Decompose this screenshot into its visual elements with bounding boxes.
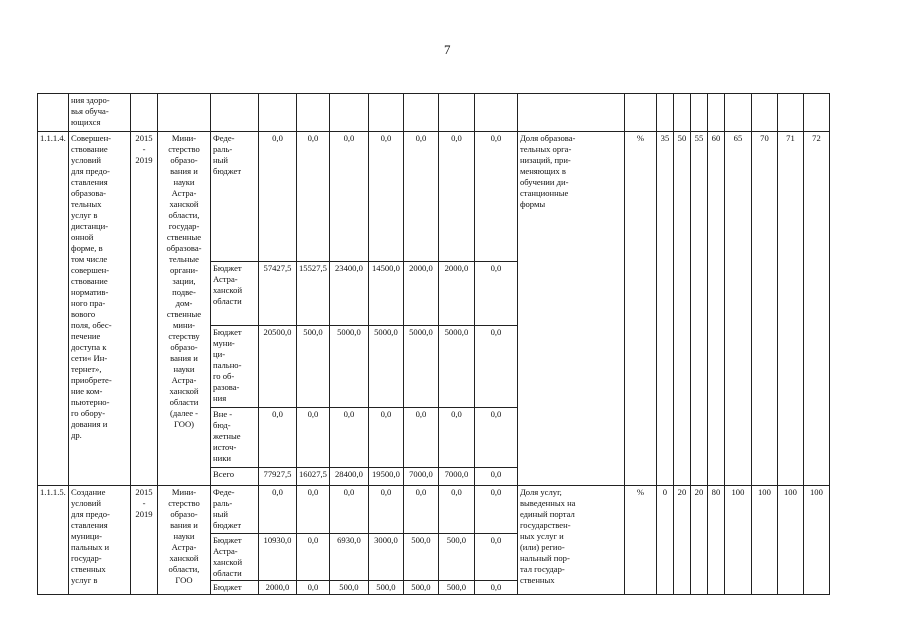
target-value: 20 [673,486,690,595]
empty-cell [690,94,707,132]
empty-cell [158,94,211,132]
empty-cell [673,94,690,132]
funding-source: Всего [211,468,259,486]
funding-value: 19500,0 [368,468,403,486]
table-row [38,94,830,132]
item-years: 2015 - 2019 [131,486,158,595]
indicator-name: Доля образова- тельных орга- низаций, при- меняющих в обучении ди- станционные формы [517,132,624,486]
indicator-name: Доля услуг, выведенных на единый портал государствен- ных услуг и (или) регио- нальный пор- тал государ- ственных [517,486,624,595]
funding-value: 0,0 [259,408,297,468]
empty-cell [803,94,829,132]
empty-cell [624,94,656,132]
funding-value: 0,0 [403,132,438,262]
funding-source: Бюджет [211,581,259,595]
target-value: 60 [707,132,724,486]
empty-cell [368,94,403,132]
target-value: 80 [707,486,724,595]
funding-source: Бюджет Астра- ханской области [211,534,259,581]
funding-value: 15527,5 [297,262,330,326]
funding-value: 500,0 [297,326,330,408]
indicator-unit: % [624,132,656,486]
funding-value: 0,0 [368,408,403,468]
funding-value: 0,0 [329,132,368,262]
empty-cell [297,94,330,132]
funding-value: 0,0 [297,534,330,581]
funding-value: 0,0 [329,486,368,534]
item-id [38,94,69,132]
item-id: 1.1.1.4. [38,132,69,486]
target-value: 70 [751,132,777,486]
funding-value: 2000,0 [403,262,438,326]
empty-cell [517,94,624,132]
funding-source: Вне - бюд- жетные источ- ники [211,408,259,468]
funding-value: 0,0 [259,486,297,534]
funding-value: 500,0 [438,534,474,581]
target-value: 100 [751,486,777,595]
funding-value: 0,0 [297,581,330,595]
funding-value: 500,0 [403,581,438,595]
target-value: 50 [673,132,690,486]
funding-value: 0,0 [403,408,438,468]
funding-value: 0,0 [297,408,330,468]
empty-cell [438,94,474,132]
funding-value: 2000,0 [438,262,474,326]
funding-value: 0,0 [368,132,403,262]
empty-cell [474,94,517,132]
target-value: 20 [690,486,707,595]
target-value: 55 [690,132,707,486]
funding-value: 77927,5 [259,468,297,486]
funding-value: 5000,0 [329,326,368,408]
item-executor: Мини- стерство образо- вания и науки Астра- ханской области, ГОО [158,486,211,595]
funding-value: 0,0 [474,581,517,595]
target-value: 100 [724,486,751,595]
item-executor: Мини- стерство образо- вания и науки Астра- ханской области, государ- ственные образова- тельные органи- зации, подве- дом- ственные мини- стерству образо- вания и науки Астра- ханской области (далее - ГОО) [158,132,211,486]
empty-cell [131,94,158,132]
funding-value: 500,0 [368,581,403,595]
empty-cell [751,94,777,132]
empty-cell [329,94,368,132]
funding-value: 0,0 [474,132,517,262]
funding-value: 0,0 [474,262,517,326]
funding-source: Феде- раль- ный бюджет [211,132,259,262]
funding-value: 0,0 [474,486,517,534]
funding-value: 3000,0 [368,534,403,581]
funding-value: 7000,0 [438,468,474,486]
funding-value: 0,0 [474,534,517,581]
funding-value: 28400,0 [329,468,368,486]
empty-cell [707,94,724,132]
funding-value: 14500,0 [368,262,403,326]
funding-value: 0,0 [438,486,474,534]
funding-value: 500,0 [438,581,474,595]
target-value: 65 [724,132,751,486]
funding-value: 6930,0 [329,534,368,581]
funding-value: 10930,0 [259,534,297,581]
empty-cell [403,94,438,132]
funding-value: 0,0 [329,408,368,468]
empty-cell [211,94,259,132]
funding-value: 0,0 [438,408,474,468]
funding-value: 5000,0 [438,326,474,408]
target-value: 0 [656,486,673,595]
funding-value: 20500,0 [259,326,297,408]
funding-value: 23400,0 [329,262,368,326]
funding-source: Бюджет Астра- ханской области [211,262,259,326]
funding-value: 5000,0 [403,326,438,408]
funding-value: 500,0 [329,581,368,595]
item-name: Совершен- ствование условий для предо- ставления образова- тельных услуг в дистанци- онной форме, в том числе совершен- ствование норматив- ного пра- вового поля, обес- печение доступа к сети« Ин- тернет», приобрете- ние ком- пьютерно- го обору- дования и др. [69,132,131,486]
item-years: 2015 - 2019 [131,132,158,486]
funding-value: 0,0 [259,132,297,262]
funding-value: 0,0 [474,468,517,486]
funding-value: 0,0 [297,486,330,534]
funding-source: Бюджет муни- ци- пально- го об- разова- ния [211,326,259,408]
target-value: 100 [777,486,803,595]
indicator-unit: % [624,486,656,595]
empty-cell [656,94,673,132]
funding-value: 500,0 [403,534,438,581]
program-table [37,93,830,595]
funding-value: 0,0 [403,486,438,534]
target-value: 100 [803,486,829,595]
empty-cell [777,94,803,132]
table-row [38,132,830,262]
item-id: 1.1.1.5. [38,486,69,595]
funding-value: 57427,5 [259,262,297,326]
funding-value: 16027,5 [297,468,330,486]
table-row [38,486,830,534]
target-value: 71 [777,132,803,486]
item-name: ния здоро- вья обуча- ющихся [69,94,131,132]
funding-value: 0,0 [474,408,517,468]
item-name: Создание условий для предо- ставления муници- пальных и государ- ственных услуг в [69,486,131,595]
funding-value: 0,0 [368,486,403,534]
target-value: 35 [656,132,673,486]
funding-value: 0,0 [297,132,330,262]
empty-cell [259,94,297,132]
funding-value: 7000,0 [403,468,438,486]
page-number: 7 [444,42,451,57]
funding-source: Феде- раль- ный бюджет [211,486,259,534]
funding-value: 0,0 [474,326,517,408]
empty-cell [724,94,751,132]
target-value: 72 [803,132,829,486]
funding-value: 5000,0 [368,326,403,408]
funding-value: 0,0 [438,132,474,262]
funding-value: 2000,0 [259,581,297,595]
